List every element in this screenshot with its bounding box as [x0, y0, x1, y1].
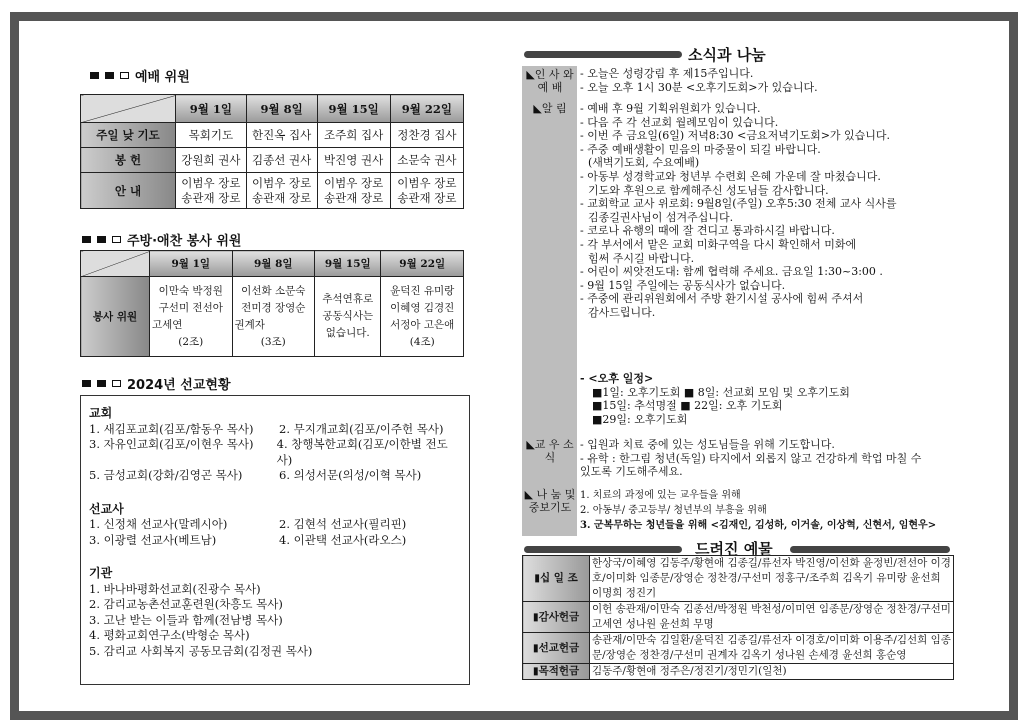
table-cell: 박진영 권사 [317, 148, 390, 173]
offering-names: 송관재/이만숙 김일환/윤덕진 김종길/류선자 이경호/이미화 이용주/김선희 임종문/장영순 정찬경/구선미 권계자 김옥기 성나원 손세경 윤선희 홍순영 [590, 633, 954, 664]
news-line: - 코로나 유행의 때에 잘 견디고 통과하시길 바랍니다. [580, 224, 835, 238]
news-side-column [522, 66, 577, 536]
prayer-requests [580, 488, 936, 533]
news-title: 소식과 나눔 [688, 46, 766, 64]
mission-title: 2024년 선교현황 [127, 378, 231, 393]
news-line: - 주중 예배생활이 믿음의 마중물이 되길 바랍니다. [580, 142, 821, 156]
table-cell: 강원희 권사 [176, 148, 247, 173]
news-line: - 이번 주 금요일(6일) 저녁8:30 <금요저녁기도회>가 있습니다. [580, 129, 891, 143]
cell-line: 공동식사는 [322, 310, 374, 322]
date-header: 9월 1일 [176, 95, 247, 123]
church-item: 6. 의성서문(의성/이혁 목사) [279, 468, 422, 482]
org-item: 2. 감리교농촌선교훈련원(차흥도 목사) [89, 597, 283, 611]
news-line: 기도와 후원으로 함께해주신 성도님들 감사합니다. [588, 183, 829, 197]
schedule-line: ■29일: 오후기도회 [592, 412, 688, 426]
cell-line: 없습니다. [325, 327, 370, 339]
row-label: 봉사 위원 [81, 277, 150, 357]
news-line: 김종길권사님이 섬겨주십니다. [588, 210, 734, 224]
worship-label: ◣인 사 와 예 배 [526, 68, 574, 94]
church-item: 3. 자유인교회(김포/이현우 목사) [89, 437, 254, 451]
kitchen-title: 주방·애찬 봉사 위원 [127, 234, 242, 249]
cell-line: (4조) [409, 335, 435, 348]
worship-section-heading [90, 66, 190, 85]
cell-line: 이혜영 김경진 [390, 301, 455, 314]
news-line: (새벽기도회, 수요예배) [588, 156, 700, 170]
date-header: 9월 8일 [246, 95, 317, 123]
news-line: - 오늘 오후 1시 30분 <오후기도회>가 있습니다. [580, 80, 818, 94]
news-line: 감사드립니다. [588, 305, 656, 319]
notice-label: ◣알 림 [533, 102, 567, 115]
bullet-square-outline-icon [112, 236, 121, 243]
notice-news [580, 102, 896, 320]
offering-label: ▮선교헌금 [523, 633, 590, 664]
table-cell [381, 277, 464, 357]
offering-title-bar [524, 546, 682, 553]
news-line: - 아동부 성경학교와 청년부 수련회 은혜 가운데 잘 마쳤습니다. [580, 169, 881, 183]
cell-line: 추석연휴로 [322, 293, 374, 305]
church-item: 1. 새김포교회(김포/함동우 목사) [89, 421, 254, 436]
missionary-item: 1. 신정채 선교사(말레시아) [89, 517, 228, 531]
prayer-label: ◣ 나 눔 및 중보기도 [524, 488, 576, 514]
offering-names: 이헌 송관재/이만숙 김종선/박정원 박천성/이미연 임종문/장영순 정찬경/구선미 고세연 성나원 윤선희 무명 [590, 602, 954, 633]
table-corner [81, 251, 150, 277]
mission-section-heading [82, 374, 231, 393]
cell-line: 윤덕진 유미랑 [390, 284, 455, 297]
schedule-line: ■15일: 추석명절 ■ 22일: 오후 기도회 [592, 399, 783, 413]
cell-line: 서정아 고은애 [390, 318, 455, 331]
bullet-square-icon [105, 72, 114, 79]
table-corner [81, 95, 176, 123]
prayer-line: 2. 아동부/ 중고등부/ 청년부의 부흥을 위해 [580, 505, 767, 516]
table-cell: 조주희 집사 [317, 123, 390, 148]
offering-title: 드려진 예물 [695, 540, 773, 558]
news-line: - 각 부서에서 맡은 교회 미화구역을 다시 확인해서 미화에 [580, 237, 857, 251]
schedule-line: ■1일: 오후기도회 ■ 8일: 선교회 모임 및 오후기도회 [592, 385, 850, 399]
kitchen-table [80, 250, 464, 357]
news-line: - 교회학교 교사 위로회: 9월8일(주일) 오후5:30 전체 교사 식사를 [580, 197, 897, 211]
date-header: 9월 22일 [390, 95, 463, 123]
member-news [580, 438, 921, 479]
news-line: - 다음 주 각 선교회 월례모임이 있습니다. [580, 115, 779, 129]
table-cell: 목회기도 [176, 123, 247, 148]
offering-label: ▮십 일 조 [523, 556, 590, 602]
cell-line: 권계자 [234, 318, 265, 331]
offering-names: 김동주/황현애 정주은/정진기/정민기(일천) [590, 664, 954, 680]
news-title-bar [524, 51, 682, 58]
news-line: - 입원과 치료 중에 있는 성도님들을 위해 기도합니다. [580, 438, 835, 451]
cell-line: 이선화 소문숙 [241, 284, 306, 297]
news-line: - 어린이 씨앗전도대: 함께 협력해 주세요. 금요일 1:30~3:00 . [580, 265, 883, 279]
offering-label: ▮목적헌금 [523, 664, 590, 680]
cell-line: 고세연 [152, 318, 183, 331]
offering-label: ▮감사헌금 [523, 602, 590, 633]
bullet-square-outline-icon [120, 72, 129, 79]
news-line: - 오늘은 성령강림 후 제15주입니다. [580, 67, 754, 80]
missionary-item: 3. 이광렬 선교사(베트남) [89, 532, 217, 547]
date-header: 9월 1일 [150, 251, 233, 277]
row-label: 주일 낮 기도 [81, 123, 176, 148]
orgs-heading: 기관 [89, 566, 113, 580]
schedule-title: - <오후 일정> [580, 372, 654, 385]
row-label: 안 내 [81, 173, 176, 209]
date-header: 9월 8일 [232, 251, 315, 277]
bullet-square-icon [82, 380, 91, 387]
news-line: 있도록 기도해주세요. [580, 465, 683, 479]
news-line: - 9월 15일 주일에는 공동식사가 없습니다. [580, 278, 786, 292]
table-cell: 이범우 장로 송관재 장로 [246, 173, 317, 209]
bullet-square-icon [97, 236, 106, 243]
org-item: 4. 평화교회연구소(박형순 목사) [89, 628, 250, 642]
org-item: 1. 바나바평화선교회(진광수 목사) [89, 581, 261, 596]
table-cell: 이범우 장로 송관재 장로 [390, 173, 463, 209]
row-label: 봉 헌 [81, 148, 176, 173]
bullet-square-icon [97, 380, 106, 387]
prayer-line: 3. 군복무하는 청년들을 위해 <김재인, 김성하, 이거솔, 이상혁, 신현서, 임현우> [580, 520, 937, 531]
church-item: 2. 무지개교회(김포/이주헌 목사) [279, 421, 444, 436]
church-item: 5. 금성교회(강화/김영곤 목사) [89, 468, 243, 482]
mission-box [80, 395, 470, 685]
offering-table [522, 555, 954, 680]
news-line: - 주중에 관리위원회에서 주방 환기시설 공사에 힘써 주셔서 [580, 292, 864, 306]
table-cell: 한진옥 집사 [246, 123, 317, 148]
church-item: 4. 창행복한교회(김포/이한별 전도사) [276, 437, 448, 467]
worship-title: 예배 위원 [135, 70, 190, 85]
bullet-square-icon [82, 236, 91, 243]
date-header: 9월 15일 [317, 95, 390, 123]
afternoon-schedule [580, 372, 850, 426]
offering-title-bar-right [790, 546, 950, 553]
worship-table [80, 94, 464, 209]
table-cell [150, 277, 233, 357]
missionary-item: 4. 이관택 선교사(라오스) [279, 532, 407, 547]
cell-line: (2조) [178, 335, 204, 348]
org-item: 3. 고난 받는 이들과 함께(전남병 목사) [89, 612, 283, 627]
missionary-item: 2. 김현석 선교사(필리핀) [279, 517, 407, 531]
cell-line: 구선미 전선아 [158, 301, 223, 314]
worship-news [580, 67, 818, 94]
news-line: - 유학 : 한그림 청년(독일) 타지에서 외롭지 않고 건강하게 학업 마칠 수 [580, 451, 922, 465]
member-news-label: ◣교 우 소 식 [526, 438, 574, 464]
kitchen-section-heading [82, 230, 241, 249]
churches-heading: 교회 [89, 406, 113, 420]
bullet-square-icon [90, 72, 99, 79]
table-cell: 이범우 장로 송관재 장로 [317, 173, 390, 209]
table-cell [232, 277, 315, 357]
cell-line: 전미경 장영순 [241, 301, 306, 314]
offering-names: 한상국/이혜영 김동주/황현애 김종길/류선자 박진영/이선화 윤정빈/전선아 이경호/이미화 임종문/장영순 정찬경/구선미 정홍구/조주희 김옥기 유미랑 윤선희 이명희 정진기 [590, 556, 954, 602]
prayer-line: 1. 치료의 과정에 있는 교우들을 위해 [580, 490, 741, 501]
cell-line: 이만숙 박정원 [158, 284, 223, 297]
table-cell [315, 277, 381, 357]
missionaries-heading: 선교사 [89, 501, 124, 516]
bullet-square-outline-icon [112, 380, 121, 387]
table-cell: 정찬경 집사 [390, 123, 463, 148]
news-line: - 예배 후 9월 기획위원회가 있습니다. [580, 102, 761, 115]
table-cell: 이범우 장로 송관재 장로 [176, 173, 247, 209]
date-header: 9월 15일 [315, 251, 381, 277]
org-item: 5. 감리교 사회복지 공동모금회(김정권 목사) [89, 643, 313, 658]
cell-line: (3조) [260, 335, 286, 348]
table-cell: 소문숙 권사 [390, 148, 463, 173]
date-header: 9월 22일 [381, 251, 464, 277]
news-line: 힘써 주시길 바랍니다. [588, 251, 695, 265]
table-cell: 김종선 권사 [246, 148, 317, 173]
